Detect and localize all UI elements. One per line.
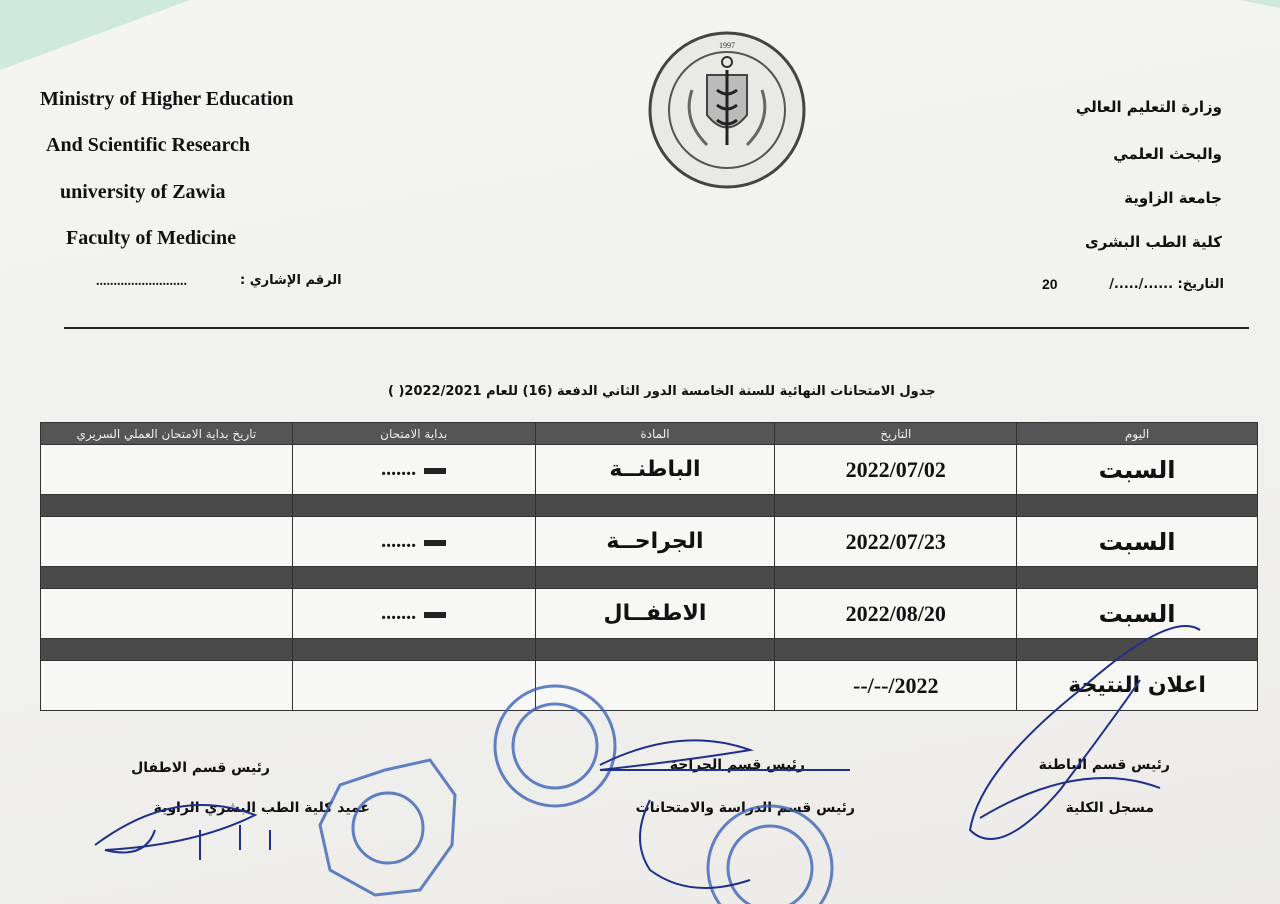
signature-dean: عميد كلية الطب البشري الزاوية [153,800,370,816]
cell-date: 2022/08/20 [775,589,1017,639]
header-en-line-2: And Scientific Research [46,134,251,156]
table-row [41,517,1258,567]
dash-mark [424,468,446,474]
header-en-line-4: Faculty of Medicine [66,227,236,249]
separator-row [41,495,1258,517]
header-clinical-start: تاريخ بداية الامتحان العملي السريري [41,423,293,445]
header-subject: المادة [535,423,775,445]
header-start: بداية الامتحان [292,423,535,445]
header-ar-line-4: كلية الطب البشرى [1084,233,1222,251]
cell-day: السبت [1017,589,1258,639]
header-day: اليوم [1017,423,1258,445]
cell-day: السبت [1017,445,1258,495]
cell-subject: الباطنــة [535,445,775,495]
cell-start: ....... [292,445,535,495]
stamps-and-signatures [0,600,1280,904]
cell-date: 2022/07/02 [775,445,1017,495]
reference-label: الرقم الإشاري : [240,273,342,288]
header-ar-line-1: وزارة التعليم العالي [1075,98,1222,116]
signature-pediatrics-head: رئيس قسم الاطفال [131,760,270,776]
cell-date: 2022/07/23 [775,517,1017,567]
cell-subject: الجراحــة [535,517,775,567]
cell-day: السبت [1017,517,1258,567]
date-label: التاريخ: ....../...../ [1109,277,1224,292]
signature-registrar: مسجل الكلية [1065,800,1154,816]
header-en-line-1: Ministry of Higher Education [40,88,294,110]
header-en-line-3: university of Zawia [60,181,226,203]
schedule-title: جدول الامتحانات النهائية للسنة الخامسة الدور الثاني الدفعة (16) للعام 2022/2021( ) [388,384,936,399]
handwritten-signature-icon [95,626,1200,888]
cell-clinical [41,445,293,495]
header-ar-line-3: جامعة الزاوية [1124,189,1222,207]
cell-start: ....... [292,517,535,567]
signature-surgery-head: رئيس قسم الجراحة [669,757,805,773]
cell-start: ....... [292,589,535,639]
cell-subject: الاطفــال [535,589,775,639]
dash-mark [424,540,446,546]
header-date: التاريخ [775,423,1017,445]
divider [64,327,1249,329]
cell-date: 2022/--/-- [775,661,1017,711]
cell-clinical [41,517,293,567]
header-ar-line-2: والبحث العلمي [1113,145,1222,163]
official-stamp-icon [320,686,832,904]
signature-studies-head: رئيس قسم الدراسة والامتحانات [635,800,855,816]
cell-day: اعلان النتيجة [1017,661,1258,711]
table-header-row [41,423,1258,445]
separator-row [41,567,1258,589]
date-year: 20 [1042,276,1058,292]
reference-value: .......................... [96,274,187,289]
table-row [41,445,1258,495]
signature-internal-head: رئيس قسم الباطنة [1038,757,1170,773]
seal-year: 1997 [719,41,735,50]
university-seal-logo [647,30,807,190]
